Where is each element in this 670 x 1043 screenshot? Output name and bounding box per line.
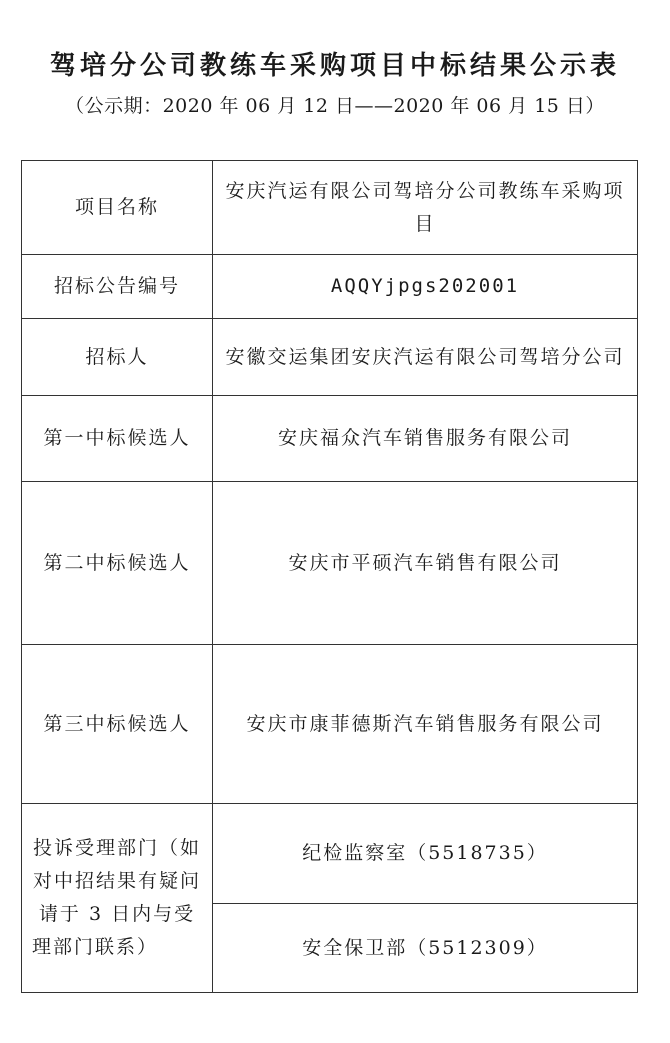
row-value: 安庆福众汽车销售服务有限公司	[213, 396, 638, 482]
row-label: 第三中标候选人	[22, 645, 213, 804]
row-value: 安庆市康菲德斯汽车销售服务有限公司	[213, 645, 638, 804]
notice-period: （公示期：2020 年 06 月 12 日——2020 年 06 月 15 日）	[65, 95, 605, 117]
table-row-tenderer	[22, 319, 638, 396]
row-value: 安庆市平硕汽车销售有限公司	[213, 482, 638, 645]
row-label: 第一中标候选人	[22, 396, 213, 482]
row-value: 安徽交运集团安庆汽运有限公司驾培分公司	[213, 319, 638, 396]
table-row-complaint-discipline	[22, 804, 638, 904]
row-value: 安庆汽运有限公司驾培分公司教练车采购项目	[213, 161, 638, 255]
row-value: AQQYjpgs202001	[213, 255, 638, 319]
table-row-second-candidate	[22, 482, 638, 645]
row-label: 招标人	[22, 319, 213, 396]
row-label: 第二中标候选人	[22, 482, 213, 645]
row-label: 项目名称	[22, 161, 213, 255]
table-row-first-candidate	[22, 396, 638, 482]
complaint-department: 纪检监察室（5518735）	[213, 804, 638, 904]
notice-title: 驾培分公司教练车采购项目中标结果公示表	[49, 51, 620, 81]
results-table	[21, 160, 638, 993]
complaint-label: 投诉受理部门（如对中招结果有疑问请于 3 日内与受理部门联系）	[22, 804, 213, 993]
row-label: 招标公告编号	[22, 255, 213, 319]
table-row-project-name	[22, 161, 638, 255]
table-row-tender-number	[22, 255, 638, 319]
table-row-third-candidate	[22, 645, 638, 804]
complaint-department: 安全保卫部（5512309）	[213, 904, 638, 993]
